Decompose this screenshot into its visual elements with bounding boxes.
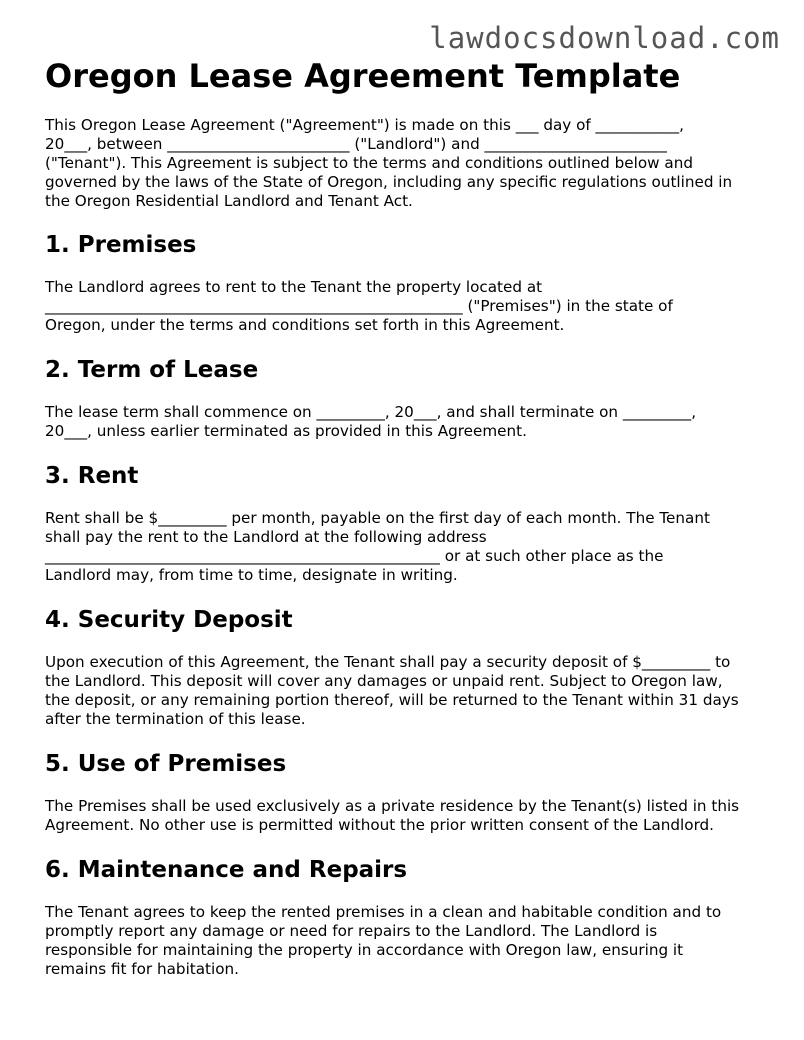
section-heading: 2. Term of Lease bbox=[45, 357, 259, 383]
section-maintenance-and-repairs bbox=[45, 855, 765, 979]
section-body: The Premises shall be used exclusively as a private residence by the Tenant(s) listed in this Agreement. No other use is permitted without the prior written consent of the Landlord. bbox=[45, 797, 740, 834]
intro-paragraph: This Oregon Lease Agreement ("Agreement") is made on this ___ day of ___________, 20___, between ________________________ ("Landlord") and ________________________ ("Tenant"). This Agreement is subject to the terms and conditions outlined below and governed by the laws of the State of Oregon, including any specific regulations outlined in the Oregon Residential Landlord and Tenant Act. bbox=[45, 116, 733, 210]
section-premises bbox=[45, 230, 765, 335]
document-title: Oregon Lease Agreement Template bbox=[45, 57, 681, 95]
document-page bbox=[45, 56, 765, 999]
section-body: Upon execution of this Agreement, the Tenant shall pay a security deposit of $_________ to the Landlord. This deposit will cover any damages or unpaid rent. Subject to Oregon law, the deposit, or any remaining portion thereof, will be returned to the Tenant within 31 days after the termination of this lease. bbox=[45, 653, 739, 728]
section-security-deposit bbox=[45, 605, 765, 729]
section-body: The Landlord agrees to rent to the Tenant the property located at _______________________________________________________ ("Premises") in the state of Oregon, under the terms and conditions set forth in this Agreement. bbox=[45, 278, 673, 334]
section-heading: 3. Rent bbox=[45, 463, 139, 489]
watermark: lawdocsdownload.com bbox=[429, 21, 780, 55]
section-heading: 1. Premises bbox=[45, 232, 197, 258]
section-use-of-premises bbox=[45, 749, 765, 835]
section-heading: 5. Use of Premises bbox=[45, 751, 287, 777]
section-body: The Tenant agrees to keep the rented premises in a clean and habitable condition and to promptly report any damage or need for repairs to the Landlord. The Landlord is responsible for maintaining the property in accordance with Oregon law, ensuring it remains fit for habitation. bbox=[45, 903, 722, 978]
section-body: Rent shall be $_________ per month, payable on the first day of each month. The Tenant shall pay the rent to the Landlord at the following address ____________________________________________________ or at such other place as the Landlord may, from time to time, designate in writing. bbox=[45, 509, 710, 584]
section-rent bbox=[45, 461, 765, 585]
section-term-of-lease bbox=[45, 355, 765, 441]
section-heading: 6. Maintenance and Repairs bbox=[45, 857, 408, 883]
section-heading: 4. Security Deposit bbox=[45, 607, 293, 633]
section-body: The lease term shall commence on _________, 20___, and shall terminate on _________, 20___, unless earlier terminated as provided in this Agreement. bbox=[45, 403, 697, 440]
